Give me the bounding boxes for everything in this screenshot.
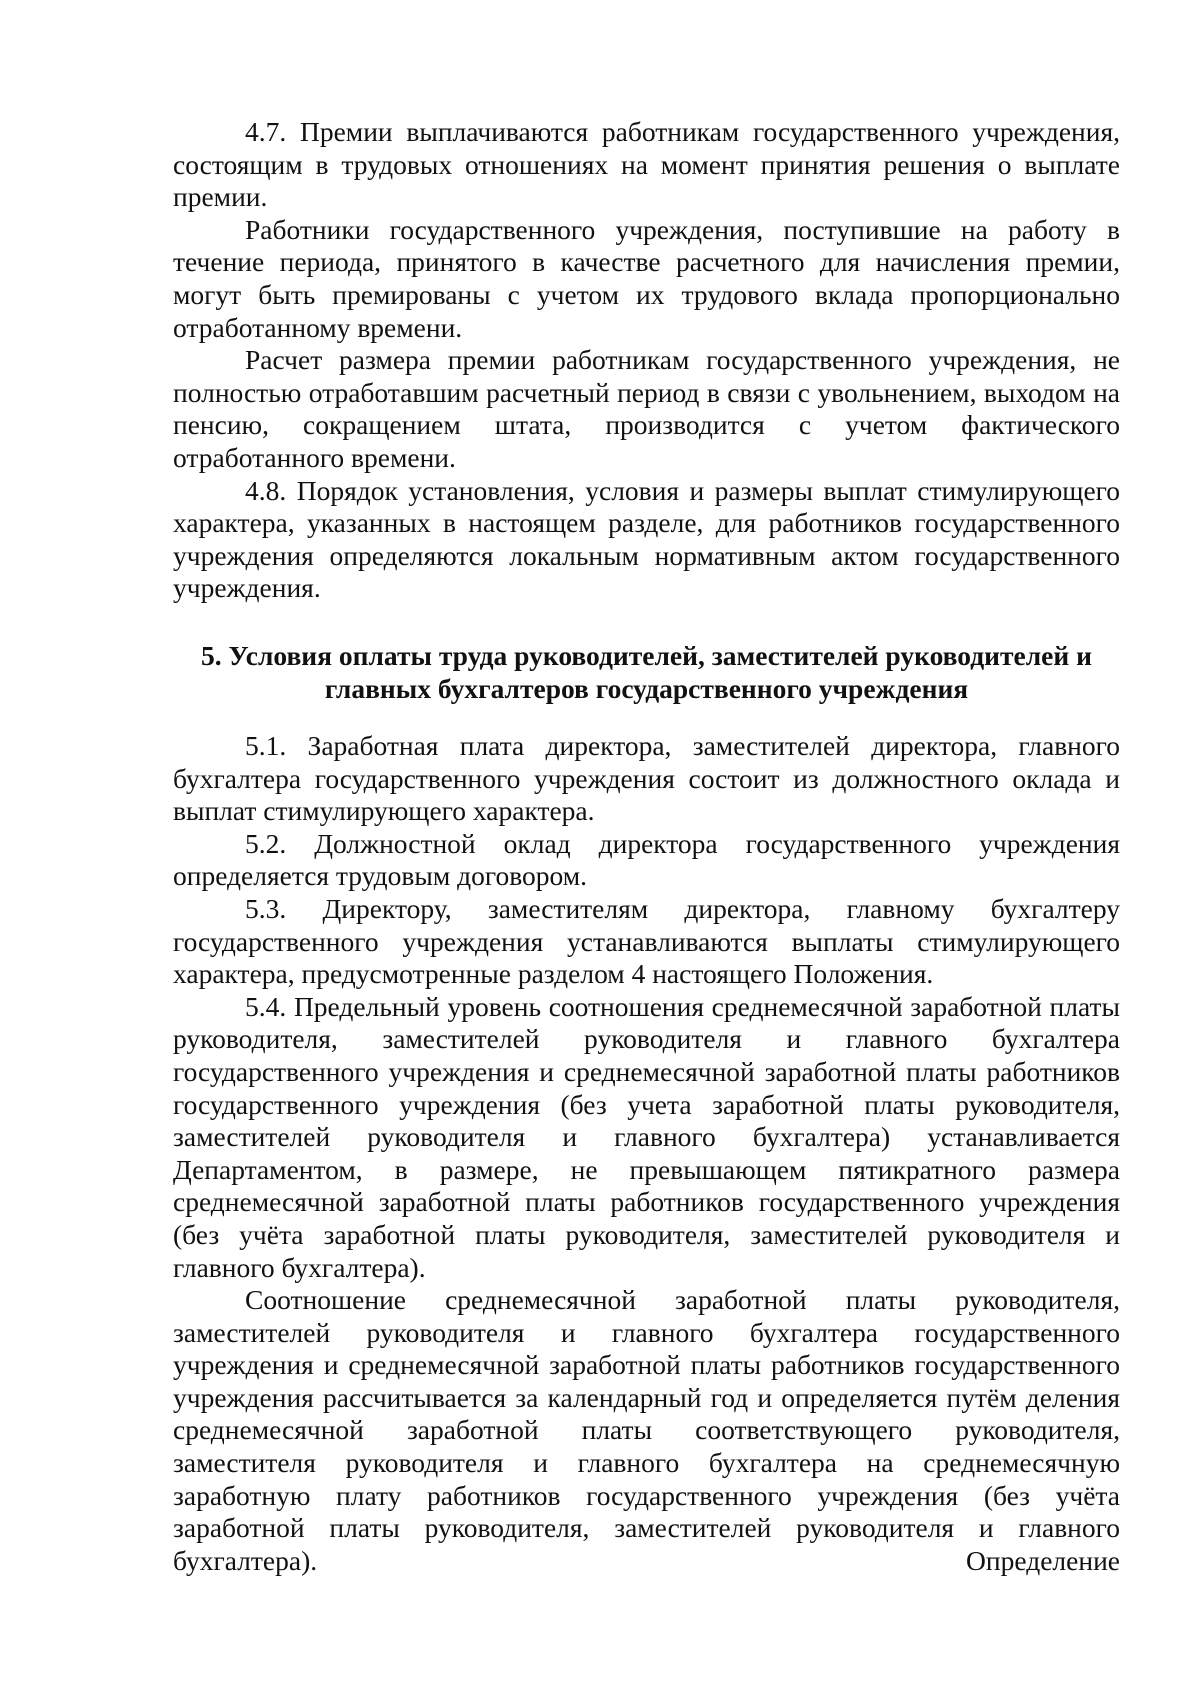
section-5-heading-line-1: 5. Условия оплаты труда руководителей, заместителей руководителей и xyxy=(201,640,1092,671)
paragraph-4-7: 4.7. Премии выплачиваются работникам государственного учреждения, состоящим в трудовых отношениях на момент принятия решения о выплате премии. xyxy=(173,116,1120,213)
section-5-text xyxy=(173,730,1120,1577)
section-5-heading xyxy=(173,640,1120,705)
paragraph-ratio: Соотношение среднемесячной заработной платы руководителя, заместителей руководителя и главного бухгалтера государственного учреждения и среднемесячной заработной платы работников государственного учреждения рассчитывается за календарный год и определяется путём деления среднемесячной заработной платы соответствующего руководителя, заместителя руководителя и главного бухгалтера на среднемесячную заработную плату работников государственного учреждения (без учёта заработной платы руководителя, заместителей руководителя и главного бухгалтера). Определение xyxy=(173,1284,1120,1576)
section-4-text xyxy=(173,116,1120,605)
paragraph-5-4: 5.4. Предельный уровень соотношения среднемесячной заработной платы руководителя, заместителей руководителя и главного бухгалтера государственного учреждения и среднемесячной заработной платы работников государственного учреждения (без учета заработной платы руководителя, заместителей руководителя и главного бухгалтера) устанавливается Департаментом, в размере, не превышающем пятикратного размера среднемесячной заработной платы работников государственного учреждения (без учёта заработной платы руководителя, заместителей руководителя и главного бухгалтера). xyxy=(173,990,1120,1283)
section-5-heading-line-2: главных бухгалтеров государственного учреждения xyxy=(324,672,969,704)
paragraph-calculation: Расчет размера премии работникам государственного учреждения, не полностью отработавшим расчетный период в связи с увольнением, выходом на пенсию, сокращением штата, производится с учетом фактического отработанного времени. xyxy=(173,344,1120,473)
paragraph-new-workers: Работники государственного учреждения, поступившие на работу в течение периода, принятого в качестве расчетного для начисления премии, могут быть премированы с учетом их трудового вклада пропорционально отработанному времени. xyxy=(173,213,1120,343)
paragraph-5-3: 5.3. Директору, заместителям директора, главному бухгалтеру государственного учреждения устанавливаются выплаты стимулирующего характера, предусмотренные разделом 4 настоящего Положения. xyxy=(173,892,1120,990)
paragraph-4-8: 4.8. Порядок установления, условия и размеры выплат стимулирующего характера, указанных в настоящем разделе, для работников государственного учреждения определяются локальным нормативным актом государственного учреждения. xyxy=(173,474,1120,604)
paragraph-5-2: 5.2. Должностной оклад директора государственного учреждения определяется трудовым договором. xyxy=(173,827,1120,892)
paragraph-5-1: 5.1. Заработная плата директора, заместителей директора, главного бухгалтера государственного учреждения состоит из должностного оклада и выплат стимулирующего характера. xyxy=(173,730,1120,827)
